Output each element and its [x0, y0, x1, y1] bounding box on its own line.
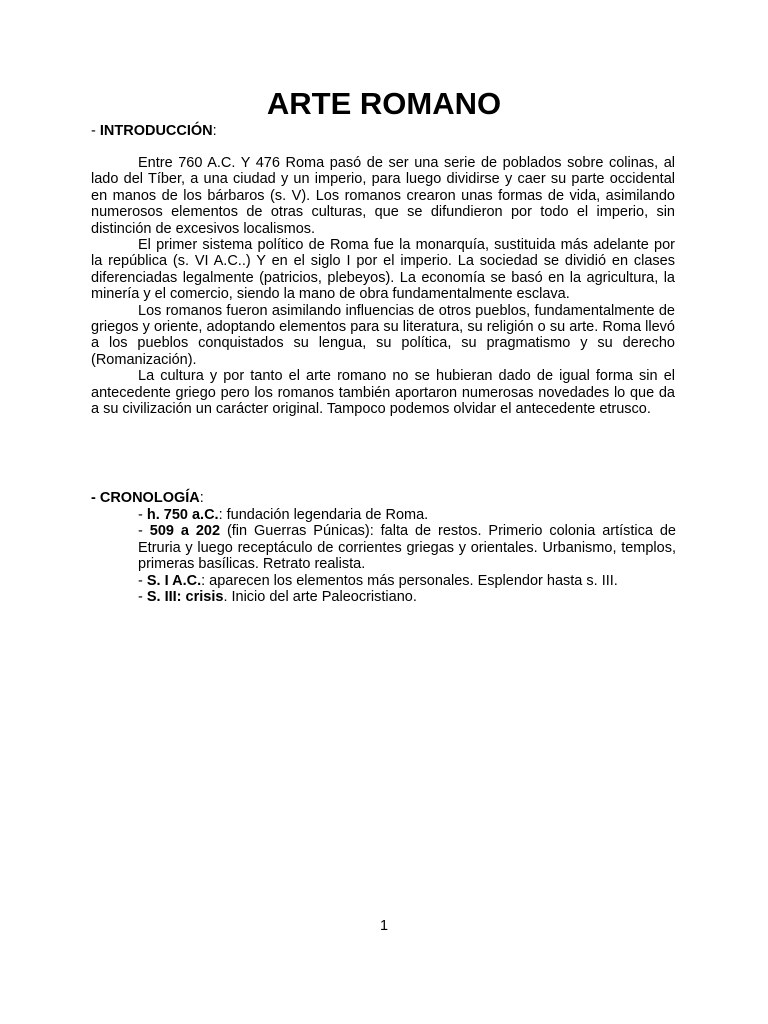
heading-label: INTRODUCCIÓN — [99, 123, 213, 139]
cronologia-list — [138, 507, 676, 605]
list-text: : aparecen los elementos más personales. Esplendor hasta s. III. — [201, 572, 618, 589]
list-text: . Inicio del arte Paleocristiano. — [223, 589, 417, 606]
list-bullet: - — [138, 572, 147, 589]
page-number: 1 — [379, 918, 389, 934]
list-term: S. III: crisis — [146, 589, 224, 606]
section-heading-introduccion — [91, 123, 217, 140]
paragraph: Entre 760 A.C. Y 476 Roma pasó de ser una serie de poblados sobre colinas, al lado del Tíber, a una ciudad y un imperio, para luego dividirse y caer su parte occidental en manos de los bárbaros (s. V). Los romanos crearon unas formas de vida, asimilando numerosos elementos de otras culturas, que se difundieron por todo el imperio, sin distinción de excesivos localismos. — [91, 155, 675, 237]
introduccion-body — [91, 155, 675, 418]
heading-prefix: - — [91, 490, 100, 506]
heading-suffix: : — [199, 490, 204, 506]
list-bullet: - — [138, 523, 150, 540]
list-bullet: - — [138, 589, 147, 606]
heading-prefix: - — [91, 123, 100, 139]
list-item — [138, 589, 676, 605]
list-term: S. I A.C. — [146, 572, 202, 589]
list-item — [138, 523, 676, 572]
paragraph: Los romanos fueron asimilando influencias de otros pueblos, fundamentalmente de griegos y oriente, adoptando elementos para su literatura, su religión o su arte. Roma llevó a los pueblos conquistados su lengua, su política, su pragmatismo y su derecho (Romanización). — [91, 302, 675, 368]
section-heading-cronologia — [91, 490, 204, 507]
heading-text: CRONOLOGÍA — [99, 490, 200, 506]
list-term: 509 a 202 — [149, 523, 221, 540]
list-bullet: - — [138, 507, 147, 523]
document-title: ARTE ROMANO — [266, 86, 502, 121]
list-term: h. 750 a.C. — [146, 507, 219, 523]
paragraph: El primer sistema político de Roma fue la monarquía, sustituida más adelante por la república (s. VI A.C..) Y en el siglo I por el imperio. La sociedad se dividió en clases diferenciadas legalmente (patricios, plebeyos). La economía se basó en la agricultura, la minería y el comercio, siendo la mano de obra fundamentalmente esclava. — [91, 237, 675, 303]
list-item — [138, 507, 676, 523]
paragraph: La cultura y por tanto el arte romano no se hubieran dado de igual forma sin el antecedente griego pero los romanos también aportaron numerosas novedades lo que da a su civilización un carácter original. Tampoco podemos olvidar el antecedente etrusco. — [91, 368, 675, 418]
list-text: (fin Guerras Púnicas): falta de restos. Primerio colonia artística de Etruria y luego receptáculo de corrientes griegas y orientales. Urbanismo, templos, primeras basílicas. Retrato realista. — [138, 523, 676, 573]
heading-label — [91, 490, 200, 506]
list-item — [138, 573, 676, 589]
heading-suffix: : — [212, 123, 217, 139]
list-text: : fundación legendaria de Roma. — [218, 507, 429, 523]
